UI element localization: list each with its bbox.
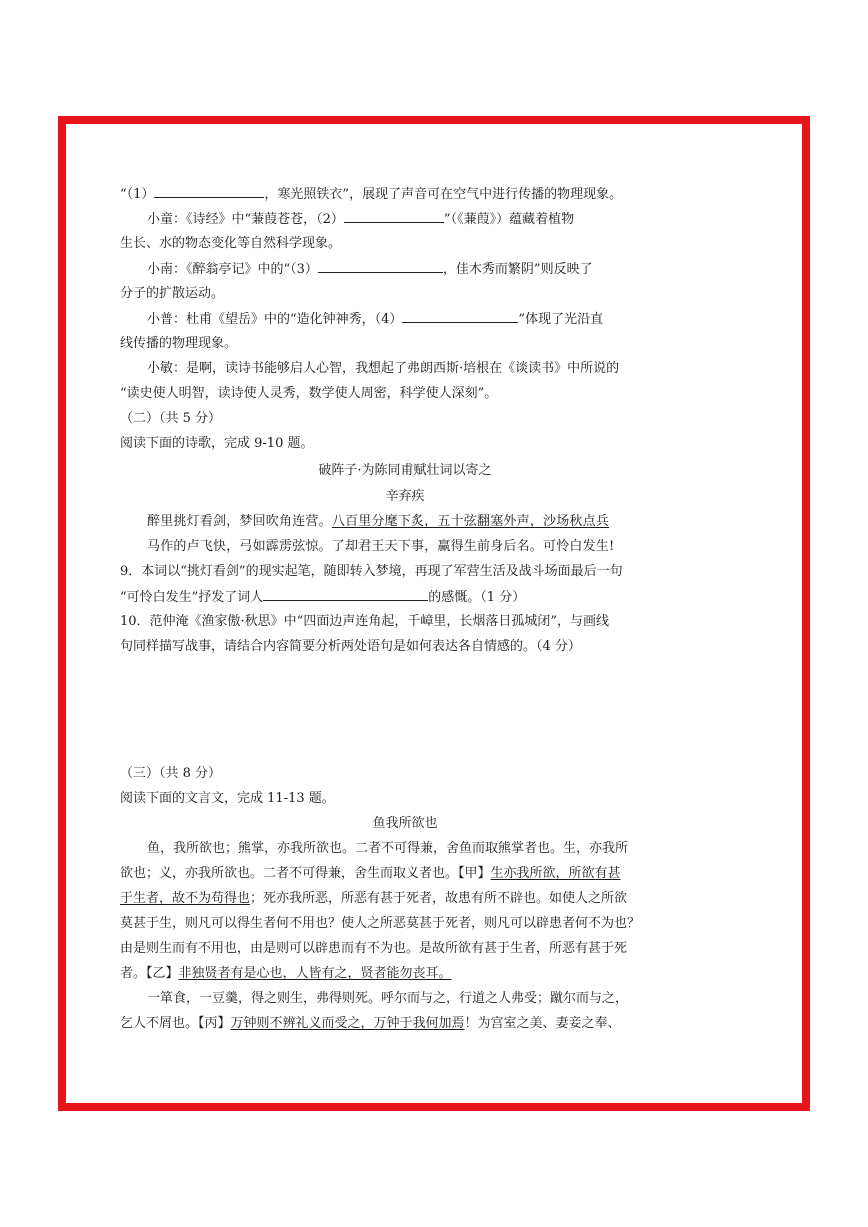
question-10-cont: 句同样描写战事，请结合内容简要分析两处语句是如何表达各自情感的。（4 分） (120, 639, 581, 654)
text: 欲也；义，亦我所欲也。二者不可得兼，舍生而取义者也。【甲】 (120, 866, 491, 881)
text: 小普：杜甫《望岳》中的“造化钟神秀，（4） (147, 312, 403, 327)
text-line: 小敏：是啊，读诗书能够启人心智，我想起了弗朗西斯·培根在《谈读书》中所说的 (147, 361, 620, 376)
text: ，寒光照铁衣”，展现了声音可在空气中进行传播的物理现象。 (264, 187, 623, 202)
section-heading: （二）（共 5 分） (120, 411, 222, 426)
text: 小南：《醉翁亭记》中的“（3） (147, 262, 318, 277)
question-9: 9．本词以“挑灯看剑”的现实起笔，随即转入梦境，再现了军营生活及战斗场面最后一句 (120, 564, 623, 579)
poem-line: 马作的卢飞快，弓如霹雳弦惊。了却君王天下事，赢得生前身后名。可怜白发生! (147, 539, 615, 554)
essay-line (120, 1015, 621, 1033)
poem-author: 辛弃疾 (385, 489, 425, 504)
underlined-text: 生亦我所欲，所欲有甚 (490, 866, 621, 881)
text: ，佳木秀而繁阴”则反映了 (442, 262, 593, 277)
text: “（1） (120, 187, 155, 202)
essay-line (120, 890, 627, 908)
answer-blank-2[interactable] (344, 210, 444, 223)
essay-line (120, 865, 621, 883)
text: 醉里挑灯看剑，梦回吹角连营。 (147, 514, 332, 529)
essay-line: 一箪食，一豆羹，得之则生，弗得则死。呼尔而与之，行道之人弗受；蹴尔而与之， (147, 991, 629, 1006)
essay-line (120, 965, 452, 983)
text-line: “读史使人明智，读诗使人灵秀，数学使人周密，科学使人深刻”。 (120, 386, 498, 401)
text-line: 生长、水的物态变化等自然科学现象。 (120, 236, 342, 251)
question-9-cont (120, 588, 525, 607)
section-heading: （三）（共 8 分） (120, 766, 222, 781)
poem-title: 破阵子·为陈同甫赋壮词以寄之 (318, 463, 492, 478)
text-line (120, 310, 603, 329)
text: 乞人不屑也。【丙】 (120, 1016, 231, 1031)
text: ”（《蒹葭》）蕴藏着植物 (443, 212, 575, 227)
essay-title: 鱼我所欲也 (372, 816, 438, 831)
question-10: 10．范仲淹《渔家傲·秋思》中“四面边声连角起，千嶂里，长烟落日孤城闭”，与画线 (120, 614, 609, 629)
text: 者。【乙】 (120, 966, 179, 981)
text: ！为宫室之美、妻妾之奉、 (464, 1016, 621, 1031)
text: “可怜白发生”抒发了词人 (120, 590, 264, 605)
underlined-text: 八百里分麾下炙，五十弦翻塞外声，沙场秋点兵 (331, 514, 610, 529)
underlined-text: 于生者，故不为苟得也 (120, 891, 251, 906)
underlined-text: 非独贤者有是心也，人皆有之，贤者能勿丧耳。 (178, 966, 452, 981)
answer-blank-9[interactable] (263, 588, 428, 601)
essay-line: 莫甚于生，则凡可以得生者何不用也？使人之所恶莫甚于死者，则凡可以辟患者何不为也？ (120, 916, 641, 931)
answer-blank-4[interactable] (402, 310, 518, 323)
text: 小童：《诗经》中“蒹葭苍苍，（2） (147, 212, 344, 227)
answer-blank-3[interactable] (318, 260, 443, 273)
poem-line (120, 513, 609, 531)
text: ”体现了光沿直 (518, 312, 604, 327)
section-instruction: 阅读下面的诗歌，完成 9-10 题。 (120, 436, 314, 451)
underlined-text: 万钟则不辨礼义而受之，万钟于我何加焉 (230, 1016, 465, 1031)
essay-line: 由是则生而有不用也，由是则可以辟患而有不为也。是故所欲有甚于生者，所恶有甚于死 (120, 941, 628, 956)
text-line: 线传播的物理现象。 (120, 336, 238, 351)
essay-line: 鱼，我所欲也；熊掌，亦我所欲也。二者不可得兼，舍鱼而取熊掌者也。生，亦我所 (147, 841, 629, 856)
text-line (120, 260, 593, 279)
text-line: 分子的扩散运动。 (120, 286, 225, 301)
section-instruction: 阅读下面的文言文，完成 11-13 题。 (120, 791, 335, 806)
text: 的感慨。（1 分） (428, 590, 526, 605)
answer-blank-1[interactable] (154, 185, 264, 198)
text: ；死亦我所恶，所恶有甚于死者，故患有所不辟也。如使人之所欲 (250, 891, 628, 906)
text-line (120, 210, 574, 229)
text-line (120, 185, 622, 204)
